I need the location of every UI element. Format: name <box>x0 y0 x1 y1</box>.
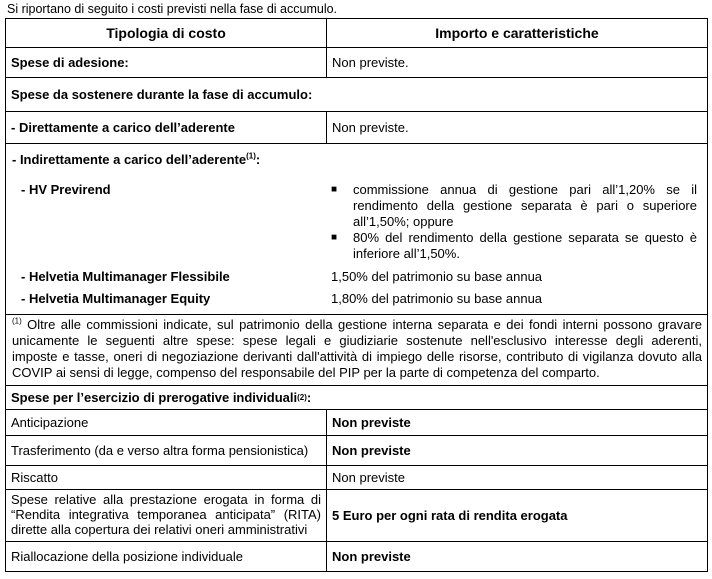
bullet2-line2: inferiore all’1,50%. <box>353 246 460 261</box>
rita-line2: “Rendita integrativa temporanea anticipata” (RITA) <box>11 507 321 522</box>
rita-label <box>6 490 327 541</box>
hv-previrend-label: - HV Previrend <box>21 182 111 197</box>
row-value: Non previste <box>332 415 411 430</box>
row-rita <box>6 489 707 541</box>
table-header-row <box>6 19 707 47</box>
row-label: Riscatto <box>6 466 327 489</box>
header-amount: Importo e caratteristiche <box>435 25 599 41</box>
costs-table <box>5 18 708 572</box>
note-line2: unicamente le seguenti altre spese: spese legali e giudiziarie sostenute nell'esclusivo interesse degli aderenti, <box>12 333 702 348</box>
intro-text: Si riportano di seguito i costi previsti nella fase di accumulo. <box>7 2 338 16</box>
rita-value: 5 Euro per ogni rata di rendita erogata <box>332 508 568 523</box>
row-value: Non previste <box>332 443 411 458</box>
bullet1-line1: commissione annua di gestione pari all’1,20% se il <box>353 182 697 197</box>
adesione-value: Non previste. <box>332 55 409 70</box>
row-riallocazione <box>6 541 707 571</box>
bullet-square-icon: ■ <box>331 232 338 243</box>
diretta-value: Non previste. <box>332 120 409 135</box>
equity-label: - Helvetia Multimanager Equity <box>21 291 211 306</box>
note-line4: COVIP ai sensi di legge, compenso del responsabile del PIP per la parte di competenza del comparto. <box>12 365 600 380</box>
table-row <box>6 435 707 465</box>
note-line1: $^{(1)}$ Oltre alle commissioni indicate, sul patrimonio della gestione interna separata e dei fondi interni possono gravare <box>12 316 702 332</box>
row-indiretta <box>6 143 707 314</box>
row-value: Non previste <box>332 470 405 485</box>
riallocazione-value: Non previste <box>332 549 411 564</box>
rita-line3: dirette alla copertura dei relativi oneri amministrativi <box>11 522 308 537</box>
diretta-label: - Direttamente a carico dell’aderente <box>6 112 327 143</box>
equity-value: 1,80% del patrimonio su base annua <box>331 291 543 306</box>
header-cost-type: Tipologia di costo <box>6 19 327 47</box>
rita-line1: Spese relative alla prestazione erogata in forma di <box>11 492 321 507</box>
row-sostenere <box>6 77 707 111</box>
indiretta-label: - Indirettamente a carico dell’aderente$^{(1)}$: <box>12 151 261 167</box>
row-label: Trasferimento (da e verso altra forma pensionistica) <box>6 436 327 465</box>
bullet2-line1: 80% del rendimento della gestione separata se questo è <box>353 230 697 245</box>
prerogative-label: Spese per l’esercizio di prerogative individuali (2) : <box>11 390 312 405</box>
bullet-square-icon: ■ <box>331 184 338 195</box>
flessibile-value: 1,50% del patrimonio su base annua <box>331 269 543 284</box>
row-note <box>6 314 707 385</box>
row-prerogative <box>6 385 707 409</box>
riallocazione-label: Riallocazione della posizione individuale <box>6 542 327 571</box>
sostenere-label: Spese da sostenere durante la fase di accumulo: <box>11 87 313 102</box>
adesione-label: Spese di adesione: <box>6 48 327 77</box>
flessibile-label: - Helvetia Multimanager Flessibile <box>21 269 230 284</box>
row-diretta <box>6 111 707 143</box>
row-label: Anticipazione <box>6 410 327 435</box>
row-adesione <box>6 47 707 77</box>
note-line3: imposte e tasse, oneri di negoziazione derivanti dall'attività di impiego delle risorse, contributo di vigilanza dovuto alla <box>12 349 702 364</box>
bullet1-line3: all’1,50%; oppure <box>353 214 454 229</box>
bullet1-line2: rendimento della gestione separata è pari o superiore <box>353 198 697 213</box>
table-row <box>6 409 707 435</box>
table-row <box>6 465 707 489</box>
